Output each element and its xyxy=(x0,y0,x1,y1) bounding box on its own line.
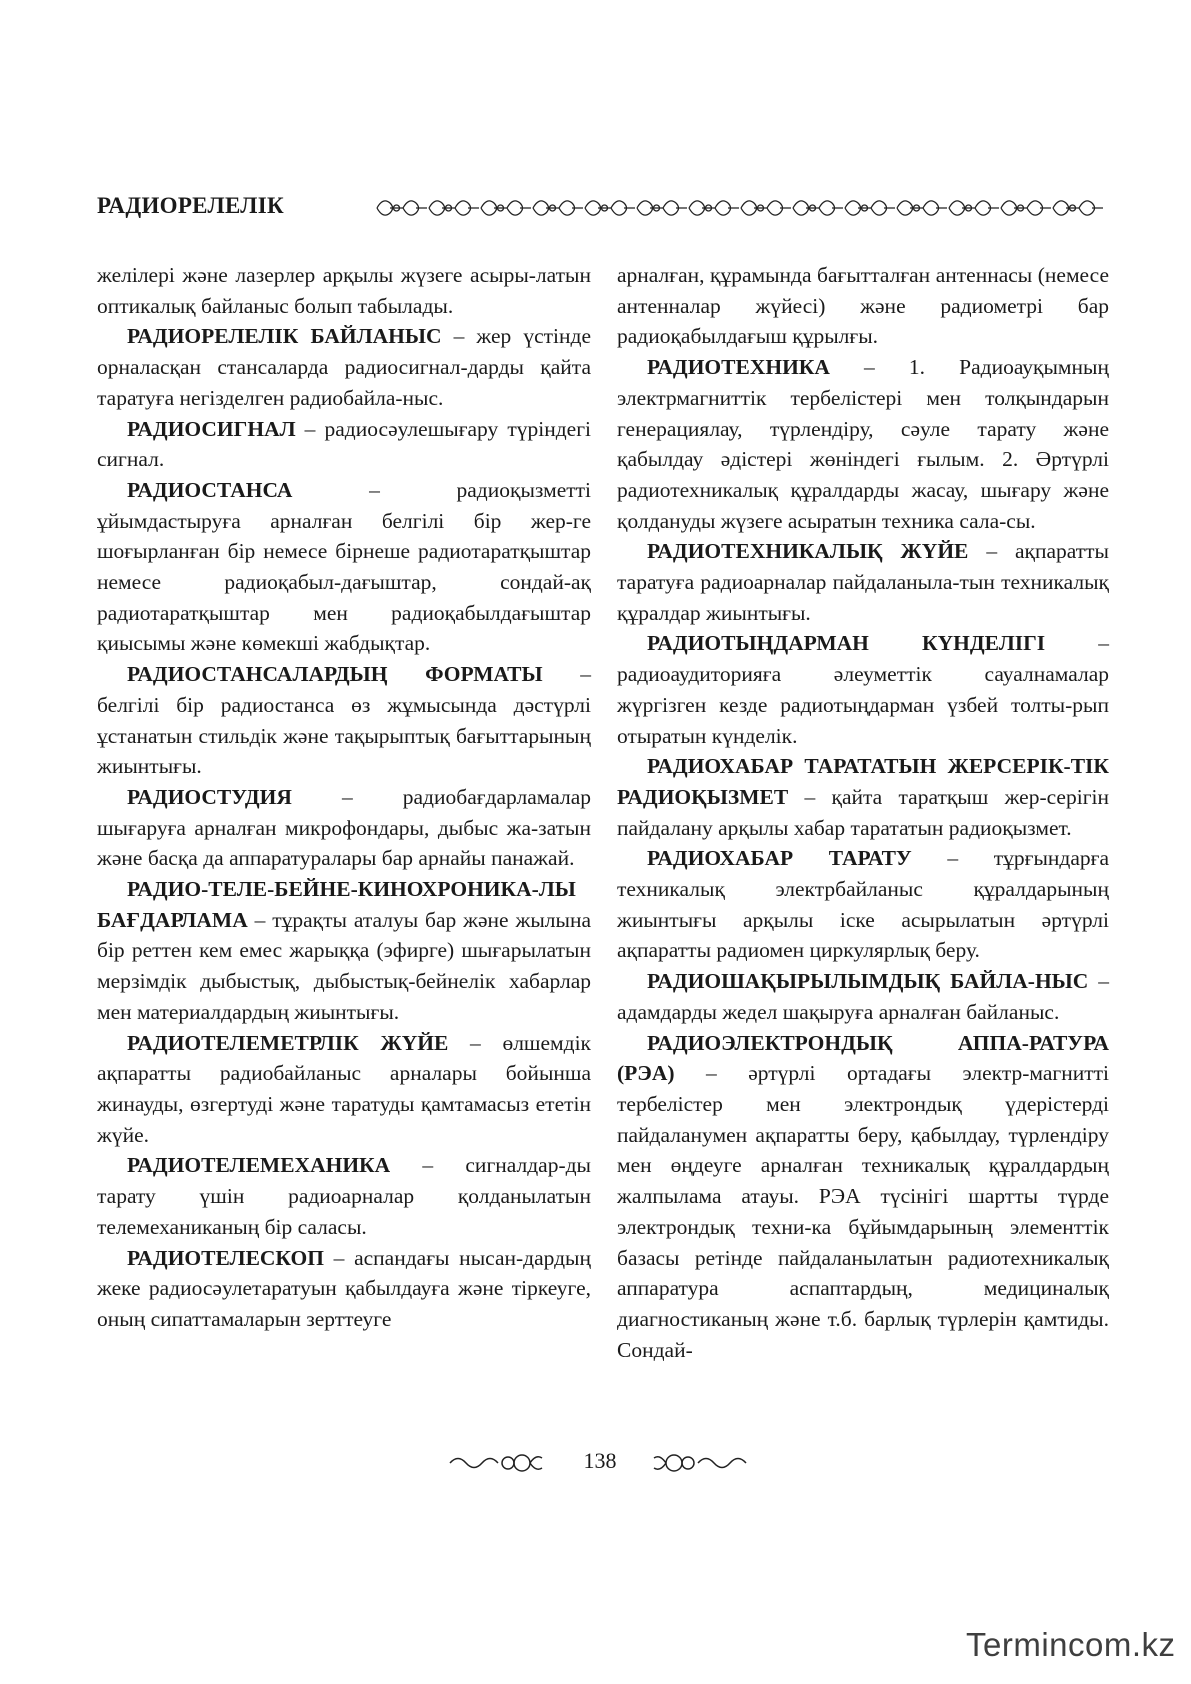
page-number: 138 xyxy=(583,1448,617,1473)
entry-definition: – аспандағы нысан-дардың жеке радиосәулетаратуын қабылдауға және тіркеуге, оның сипаттамаларын зерттеуге xyxy=(97,1245,591,1331)
running-title: РАДИОРЕЛЕЛІК xyxy=(97,193,284,218)
entry-term: РАДИОТЕЛЕМЕТРЛІК ЖҮЙЕ xyxy=(127,1030,449,1055)
page-footer xyxy=(0,1444,1191,1484)
entry-term: РАДИОТЕЛЕСКОП xyxy=(127,1245,324,1270)
entry-term: РАДИОРЕЛЕЛІК БАЙЛАНЫС xyxy=(127,324,442,349)
entry-term: РАДИОТЫҢДАРМАН КҮНДЕЛІГІ xyxy=(647,631,1046,656)
right-column xyxy=(617,260,1109,1365)
dictionary-entry xyxy=(617,966,1109,1027)
entry-definition: – радиосәулешығару түріндегі сигнал. xyxy=(97,416,591,472)
watermark-name: Termincom xyxy=(966,1626,1132,1663)
dictionary-entry xyxy=(97,1243,591,1335)
entry-term: РАДИОТЕЛЕМЕХАНИКА xyxy=(127,1153,391,1178)
entry-definition: – ақпаратты таратуға радиоарналар пайдаланыла-тын техникалық құралдар жиынтығы. xyxy=(617,539,1109,625)
entry-definition: – тұрғындарға техникалық электрбайланыс құралдарының жиынтығы арқылы іске асырылатын әртүрлі ақпаратты радиомен циркулярлық беру. xyxy=(617,846,1110,963)
entry-term: РАДИОШАҚЫРЫЛЫМДЫҚ БАЙЛА-НЫС xyxy=(647,969,1089,994)
entry-definition: – жер үстінде орналасқан стансаларда радиосигнал-дарды қайта таратуға негізделген радиобайла-ныс. xyxy=(97,324,591,410)
dictionary-entry xyxy=(617,1028,1109,1366)
entry-definition: – сигналдар-ды тарату үшін радиоарналар қолданылатын телемеханиканың бір саласы. xyxy=(97,1153,591,1239)
dictionary-entry xyxy=(617,352,1109,536)
dictionary-entry xyxy=(97,475,591,659)
entry-term: РАДИОТЕХНИКА xyxy=(647,355,830,380)
entry-continuation: желілері және лазерлер арқылы жүзеге асыры-латын оптикалық байланыс болып табылады. xyxy=(97,263,591,318)
entry-definition: – 1. Радиоауқымның электрмагниттік тербелістері мен толқындарын генерациялау, түрлендіру, сәуле тарату және қабылдау әдістері жөніндегі ғылым. 2. Әртүрлі радиотехникалық құралдарды жасау, шығару және қолдануды жүзеге асыратын техника сала-сы. xyxy=(617,355,1109,533)
entry-term: РАДИОХАБАР ТАРАТАТЫН ЖЕРСЕРІК-ТІК РАДИОҚЫЗМЕТ xyxy=(617,754,1109,809)
dictionary-entry xyxy=(617,536,1109,628)
dictionary-entry xyxy=(617,628,1109,751)
dictionary-entry xyxy=(97,1028,591,1151)
page-header xyxy=(97,191,1107,227)
entry-definition: – радиобағдарламалар шығаруға арналған микрофондары, дыбыс жа-затын және басқа да аппаратуралары бар арнайы панажай. xyxy=(97,784,591,871)
entry-definition: – әртүрлі ортадағы электр-магнитті тербелістер мен электрондық үдерістерді пайдаланумен ақпаратты беру, қабылдау, түрлендіру мен өңдеуге арналған техникалық құралдардың жалпылама атауы. РЭА түсінігі шартты түрде электрондық техни-ка бұйымдарының элементтік базасы ретінде пайдаланылатын радиотехникалық аппаратура аспаптардың, медициналық диагностиканың және т.б. барлық түрлерін қамтиды. Сондай- xyxy=(617,1061,1109,1362)
ornament-band xyxy=(373,195,1107,221)
entry-term: РАДИОСТУДИЯ xyxy=(127,784,292,809)
entry-term: РАДИО-ТЕЛЕ-БЕЙНЕ-КИНОХРОНИКА-ЛЫ БАҒДАРЛАМА xyxy=(97,877,576,932)
dictionary-entry xyxy=(617,843,1109,966)
entry-term: РАДИОТЕХНИКАЛЫҚ ЖҮЙЕ xyxy=(647,539,969,564)
dictionary-entry xyxy=(97,874,591,1028)
entry-term: РАДИОХАБАР ТАРАТУ xyxy=(647,846,912,871)
dictionary-entry xyxy=(97,1150,591,1242)
left-column xyxy=(97,260,591,1335)
entry-definition: – адамдарды жедел шақыруға арналған байланыс. xyxy=(617,969,1109,1024)
entry-term: РАДИОСТАНСА xyxy=(127,477,293,502)
dictionary-entry xyxy=(97,659,591,782)
entry-term: РАДИОЭЛЕКТРОНДЫҚ АППА-РАТУРА (РЭА) xyxy=(617,1030,1109,1086)
entry-term: РАДИОСИГНАЛ xyxy=(127,416,296,441)
dictionary-entry xyxy=(97,782,591,874)
site-watermark xyxy=(966,1626,1176,1670)
entry-definition: – тұрақты аталуы бар және жылына бір реттен кем емес жарыққа (эфирге) шығарылатын мерзімдік дыбыстық, дыбыстық-бейнелік хабарлар мен материалдардың жиынтығы. xyxy=(97,907,591,1024)
entry-definition: – радиоқызметті ұйымдастыруға арналған белгілі бір жер-ге шоғырланған бір немесе бірнеше радиотаратқыштар немесе радиоқабыл-дағыштар, сондай-ақ радиотаратқыштар мен радиоқабылдағыштар қиысымы және көмекші жабдықтар. xyxy=(97,477,591,656)
footer-ornament-right xyxy=(652,1450,748,1476)
watermark-domain: .kz xyxy=(1131,1626,1176,1663)
entry-definition: – қайта таратқыш жер-серігін пайдалану арқылы хабар тарататын радиоқызмет. xyxy=(617,784,1109,840)
entry-continuation: арналған, құрамында бағытталған антеннасы (немесе антенналар жүйесі) және радиометрі бар радиоқабылдағыш құрылғы. xyxy=(617,263,1109,349)
entry-definition: – радиоаудиторияға әлеуметтік сауалнамалар жүргізген кезде радиотыңдарман үзбей толты-рып отыратын күнделік. xyxy=(617,631,1109,748)
dictionary-entry xyxy=(97,321,591,413)
entry-term: РАДИОСТАНСАЛАРДЫҢ ФОРМАТЫ xyxy=(127,662,543,687)
dictionary-entry xyxy=(97,414,591,475)
footer-ornament-left xyxy=(448,1450,544,1476)
dictionary-entry xyxy=(617,751,1109,843)
entry-definition: – белгілі бір радиостанса өз жұмысында дәстүрлі ұстанатын стильдік және тақырыптық бағыттарының жиынтығы. xyxy=(97,662,591,779)
entry-definition: – өлшемдік ақпаратты радиобайланыс арналары бойынша жинауды, өзгертуді және таратуды қамтамасыз ететін жүйе. xyxy=(97,1030,591,1147)
